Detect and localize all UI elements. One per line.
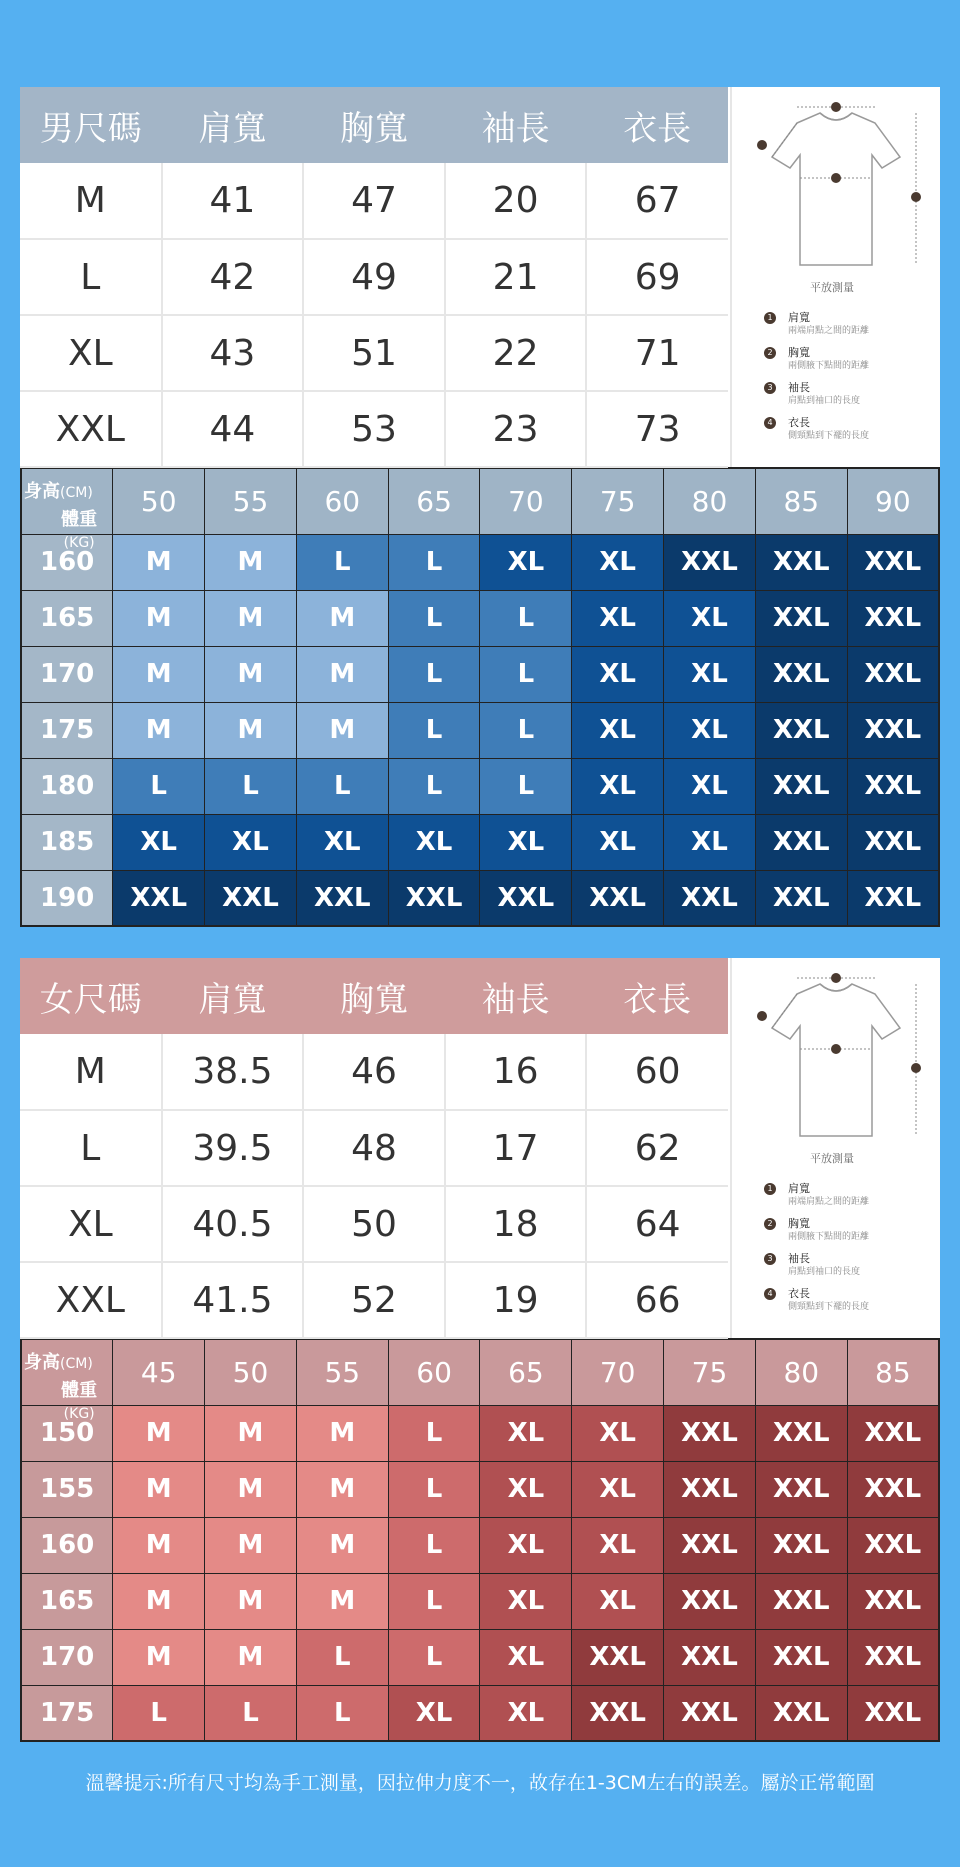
height-cell: 165 bbox=[21, 1573, 113, 1629]
weight-header-cell: 85 bbox=[755, 468, 847, 534]
recommended-size-cell: XL bbox=[480, 1685, 572, 1741]
legend-number-badge: 3 bbox=[764, 1253, 776, 1265]
legend-desc: 側頸點到下襬的長度 bbox=[788, 1302, 870, 1312]
men-measure-diagram bbox=[730, 87, 940, 467]
recommended-size-cell: XXL bbox=[480, 870, 572, 926]
legend-title: 衣長 bbox=[788, 416, 810, 429]
recommended-size-cell: XL bbox=[480, 1573, 572, 1629]
size-cell: 53 bbox=[303, 391, 445, 467]
size-cell: 60 bbox=[586, 1034, 728, 1110]
women-size-body bbox=[20, 1034, 728, 1338]
legend-number-badge: 2 bbox=[764, 1218, 776, 1230]
recommended-size-cell: M bbox=[113, 1461, 205, 1517]
recommended-size-cell: L bbox=[388, 758, 480, 814]
recommended-size-cell: XXL bbox=[664, 1573, 756, 1629]
recommended-size-cell: XXL bbox=[847, 534, 939, 590]
recommended-size-cell: M bbox=[205, 702, 297, 758]
recommended-size-cell: L bbox=[296, 1685, 388, 1741]
recommended-size-cell: XXL bbox=[113, 870, 205, 926]
tshirt-diagram-icon bbox=[732, 964, 942, 1154]
size-cell: M bbox=[20, 163, 162, 239]
recommended-size-cell: L bbox=[113, 758, 205, 814]
height-cell: 150 bbox=[21, 1405, 113, 1461]
legend-item bbox=[764, 1287, 940, 1322]
recommended-size-cell: M bbox=[113, 1573, 205, 1629]
legend-title: 胸寬 bbox=[788, 346, 810, 359]
recommended-size-cell: XXL bbox=[847, 1461, 939, 1517]
recommended-size-cell: L bbox=[480, 758, 572, 814]
recommended-size-cell: XL bbox=[388, 814, 480, 870]
height-cell: 185 bbox=[21, 814, 113, 870]
recommended-size-cell: M bbox=[205, 1461, 297, 1517]
grid-row bbox=[21, 1405, 939, 1461]
women-measure-diagram bbox=[730, 958, 940, 1338]
legend-item bbox=[764, 416, 940, 451]
recommended-size-cell: L bbox=[388, 534, 480, 590]
size-cell: 38.5 bbox=[162, 1034, 304, 1110]
corner-weight-label: 體重 bbox=[61, 1380, 98, 1401]
size-cell: XXL bbox=[20, 1262, 162, 1338]
size-cell: 50 bbox=[303, 1186, 445, 1262]
recommended-size-cell: XXL bbox=[388, 870, 480, 926]
recommended-size-cell: M bbox=[296, 646, 388, 702]
recommended-size-cell: XL bbox=[572, 590, 664, 646]
height-cell: 165 bbox=[21, 590, 113, 646]
men-size-block bbox=[20, 87, 940, 467]
grid-row bbox=[21, 870, 939, 926]
size-header-cell: 袖長 bbox=[445, 87, 587, 163]
height-cell: 190 bbox=[21, 870, 113, 926]
legend-item bbox=[764, 1217, 940, 1252]
recommended-size-cell: M bbox=[113, 534, 205, 590]
size-cell: XXL bbox=[20, 391, 162, 467]
legend-desc: 肩點到袖口的長度 bbox=[788, 1267, 861, 1277]
women-size-header-row bbox=[20, 958, 728, 1034]
recommended-size-cell: XXL bbox=[755, 758, 847, 814]
men-size-body bbox=[20, 163, 728, 467]
women-grid-header-row bbox=[21, 1339, 939, 1405]
corner-weight-label: 體重 bbox=[61, 509, 98, 530]
size-row bbox=[20, 1110, 728, 1186]
size-cell: 48 bbox=[303, 1110, 445, 1186]
recommended-size-cell: L bbox=[388, 702, 480, 758]
grid-row bbox=[21, 1461, 939, 1517]
weight-header-cell: 90 bbox=[847, 468, 939, 534]
legend-title: 袖長 bbox=[788, 381, 810, 394]
recommended-size-cell: M bbox=[205, 534, 297, 590]
size-cell: 46 bbox=[303, 1034, 445, 1110]
size-cell: 52 bbox=[303, 1262, 445, 1338]
size-header-cell: 衣長 bbox=[586, 87, 728, 163]
recommended-size-cell: XL bbox=[572, 1461, 664, 1517]
weight-header-cell: 55 bbox=[205, 468, 297, 534]
recommended-size-cell: XXL bbox=[755, 590, 847, 646]
recommended-size-cell: L bbox=[388, 1461, 480, 1517]
recommended-size-cell: XL bbox=[480, 534, 572, 590]
corner-weight-unit: (KG) bbox=[63, 535, 95, 551]
recommended-size-cell: M bbox=[113, 646, 205, 702]
recommended-size-cell: XXL bbox=[755, 1405, 847, 1461]
legend-number-badge: 2 bbox=[764, 347, 776, 359]
legend-number-badge: 3 bbox=[764, 382, 776, 394]
recommended-size-cell: XL bbox=[572, 534, 664, 590]
legend-item bbox=[764, 1182, 940, 1217]
size-cell: 22 bbox=[445, 315, 587, 391]
size-header-cell: 胸寬 bbox=[303, 958, 445, 1034]
legend-title: 袖長 bbox=[788, 1252, 810, 1265]
men-size-header-row bbox=[20, 87, 728, 163]
size-cell: 64 bbox=[586, 1186, 728, 1262]
weight-header-cell: 70 bbox=[480, 468, 572, 534]
recommended-size-cell: XXL bbox=[847, 646, 939, 702]
recommended-size-cell: XXL bbox=[755, 702, 847, 758]
men-size-grid bbox=[20, 467, 940, 927]
height-cell: 160 bbox=[21, 534, 113, 590]
recommended-size-cell: M bbox=[296, 1573, 388, 1629]
women-measure-legend bbox=[764, 1182, 940, 1322]
recommended-size-cell: XXL bbox=[847, 1517, 939, 1573]
grid-row bbox=[21, 1629, 939, 1685]
recommended-size-cell: XXL bbox=[755, 1461, 847, 1517]
size-header-cell: 男尺碼 bbox=[20, 87, 162, 163]
recommended-size-cell: M bbox=[296, 1461, 388, 1517]
size-cell: L bbox=[20, 239, 162, 315]
legend-desc: 兩側腋下點間的距離 bbox=[788, 1232, 870, 1242]
recommended-size-cell: L bbox=[388, 1629, 480, 1685]
recommended-size-cell: XL bbox=[388, 1685, 480, 1741]
women-grid-body bbox=[21, 1405, 939, 1741]
grid-row bbox=[21, 814, 939, 870]
recommended-size-cell: M bbox=[205, 1573, 297, 1629]
recommended-size-cell: L bbox=[388, 646, 480, 702]
size-cell: 18 bbox=[445, 1186, 587, 1262]
recommended-size-cell: M bbox=[205, 1629, 297, 1685]
recommended-size-cell: XL bbox=[664, 646, 756, 702]
recommended-size-cell: XXL bbox=[847, 758, 939, 814]
corner-height-unit: (CM) bbox=[60, 1356, 93, 1372]
size-cell: M bbox=[20, 1034, 162, 1110]
weight-header-cell: 50 bbox=[205, 1339, 297, 1405]
grid-row bbox=[21, 702, 939, 758]
recommended-size-cell: XXL bbox=[572, 1629, 664, 1685]
grid-row bbox=[21, 1517, 939, 1573]
recommended-size-cell: XL bbox=[572, 702, 664, 758]
height-cell: 175 bbox=[21, 702, 113, 758]
recommended-size-cell: XXL bbox=[664, 1405, 756, 1461]
women-size-block bbox=[20, 958, 940, 1338]
recommended-size-cell: XXL bbox=[755, 1573, 847, 1629]
recommended-size-cell: XXL bbox=[572, 870, 664, 926]
size-header-cell: 肩寬 bbox=[162, 958, 304, 1034]
recommended-size-cell: XXL bbox=[847, 702, 939, 758]
grid-row bbox=[21, 534, 939, 590]
size-row bbox=[20, 1034, 728, 1110]
flat-measure-label: 平放測量 bbox=[810, 1152, 854, 1165]
size-cell: 20 bbox=[445, 163, 587, 239]
recommended-size-cell: XL bbox=[296, 814, 388, 870]
legend-title: 胸寬 bbox=[788, 1217, 810, 1230]
legend-title: 衣長 bbox=[788, 1287, 810, 1300]
men-grid-body bbox=[21, 534, 939, 926]
recommended-size-cell: XXL bbox=[755, 534, 847, 590]
size-cell: L bbox=[20, 1110, 162, 1186]
size-cell: 21 bbox=[445, 239, 587, 315]
grid-row bbox=[21, 1573, 939, 1629]
size-cell: 73 bbox=[586, 391, 728, 467]
recommended-size-cell: L bbox=[388, 1573, 480, 1629]
recommended-size-cell: L bbox=[388, 590, 480, 646]
tshirt-diagram-icon bbox=[732, 93, 942, 283]
recommended-size-cell: L bbox=[388, 1517, 480, 1573]
recommended-size-cell: XL bbox=[664, 758, 756, 814]
weight-header-cell: 80 bbox=[664, 468, 756, 534]
footer-note: 溫馨提示:所有尺寸均為手工測量，因拉伸力度不一，故存在1-3CM左右的誤差。屬於正常範圍 bbox=[85, 1772, 875, 1794]
recommended-size-cell: XXL bbox=[847, 1685, 939, 1741]
recommended-size-cell: XXL bbox=[847, 1629, 939, 1685]
size-cell: 69 bbox=[586, 239, 728, 315]
weight-header-cell: 60 bbox=[388, 1339, 480, 1405]
recommended-size-cell: M bbox=[113, 702, 205, 758]
recommended-size-cell: XL bbox=[572, 1517, 664, 1573]
size-cell: 62 bbox=[586, 1110, 728, 1186]
size-cell: XL bbox=[20, 1186, 162, 1262]
women-size-grid bbox=[20, 1338, 940, 1742]
height-cell: 170 bbox=[21, 1629, 113, 1685]
recommended-size-cell: XXL bbox=[755, 646, 847, 702]
recommended-size-cell: XXL bbox=[205, 870, 297, 926]
recommended-size-cell: XL bbox=[664, 590, 756, 646]
legend-number-badge: 1 bbox=[764, 1183, 776, 1195]
height-cell: 170 bbox=[21, 646, 113, 702]
recommended-size-cell: XL bbox=[572, 814, 664, 870]
size-row bbox=[20, 1262, 728, 1338]
grid-row bbox=[21, 1685, 939, 1741]
legend-item bbox=[764, 311, 940, 346]
recommended-size-cell: M bbox=[296, 1517, 388, 1573]
weight-header-cell: 45 bbox=[113, 1339, 205, 1405]
recommended-size-cell: L bbox=[205, 758, 297, 814]
weight-header-cell: 55 bbox=[296, 1339, 388, 1405]
recommended-size-cell: XXL bbox=[664, 870, 756, 926]
size-row bbox=[20, 1186, 728, 1262]
weight-header-cell: 65 bbox=[480, 1339, 572, 1405]
recommended-size-cell: XXL bbox=[755, 870, 847, 926]
legend-desc: 兩端肩點之間的距離 bbox=[788, 326, 870, 336]
size-row bbox=[20, 163, 728, 239]
size-header-cell: 袖長 bbox=[445, 958, 587, 1034]
recommended-size-cell: XL bbox=[480, 1461, 572, 1517]
height-cell: 175 bbox=[21, 1685, 113, 1741]
recommended-size-cell: L bbox=[205, 1685, 297, 1741]
recommended-size-cell: XL bbox=[480, 814, 572, 870]
weight-header-cell: 80 bbox=[755, 1339, 847, 1405]
men-grid-header-row bbox=[21, 468, 939, 534]
size-cell: 17 bbox=[445, 1110, 587, 1186]
corner-height-unit: (CM) bbox=[60, 485, 93, 501]
size-header-cell: 胸寬 bbox=[303, 87, 445, 163]
corner-weight-unit: (KG) bbox=[63, 1406, 95, 1422]
recommended-size-cell: XXL bbox=[664, 1685, 756, 1741]
recommended-size-cell: L bbox=[296, 534, 388, 590]
size-cell: 41 bbox=[162, 163, 304, 239]
flat-measure-label: 平放測量 bbox=[810, 281, 854, 294]
size-cell: 66 bbox=[586, 1262, 728, 1338]
recommended-size-cell: M bbox=[296, 702, 388, 758]
legend-desc: 側頸點到下襬的長度 bbox=[788, 431, 870, 441]
recommended-size-cell: XXL bbox=[755, 1517, 847, 1573]
recommended-size-cell: L bbox=[296, 758, 388, 814]
legend-desc: 肩點到袖口的長度 bbox=[788, 396, 861, 406]
height-cell: 180 bbox=[21, 758, 113, 814]
recommended-size-cell: L bbox=[113, 1685, 205, 1741]
size-row bbox=[20, 315, 728, 391]
recommended-size-cell: L bbox=[388, 1405, 480, 1461]
recommended-size-cell: XXL bbox=[664, 1461, 756, 1517]
recommended-size-cell: L bbox=[480, 646, 572, 702]
recommended-size-cell: XL bbox=[572, 1405, 664, 1461]
recommended-size-cell: XL bbox=[480, 1517, 572, 1573]
size-cell: 39.5 bbox=[162, 1110, 304, 1186]
size-cell: 16 bbox=[445, 1034, 587, 1110]
legend-desc: 兩端肩點之間的距離 bbox=[788, 1197, 870, 1207]
recommended-size-cell: XL bbox=[572, 1573, 664, 1629]
recommended-size-cell: M bbox=[296, 1405, 388, 1461]
size-cell: 41.5 bbox=[162, 1262, 304, 1338]
size-cell: 44 bbox=[162, 391, 304, 467]
legend-number-badge: 4 bbox=[764, 1288, 776, 1300]
corner-height-label: 身高 bbox=[24, 481, 60, 502]
recommended-size-cell: XXL bbox=[847, 1405, 939, 1461]
men-grid-corner bbox=[21, 468, 113, 551]
legend-title: 肩寬 bbox=[788, 1182, 810, 1195]
size-header-cell: 衣長 bbox=[586, 958, 728, 1034]
weight-header-cell: 75 bbox=[664, 1339, 756, 1405]
size-cell: 49 bbox=[303, 239, 445, 315]
size-cell: XL bbox=[20, 315, 162, 391]
size-cell: 47 bbox=[303, 163, 445, 239]
recommended-size-cell: XL bbox=[113, 814, 205, 870]
recommended-size-cell: XXL bbox=[664, 534, 756, 590]
weight-header-cell: 70 bbox=[572, 1339, 664, 1405]
size-header-cell: 肩寬 bbox=[162, 87, 304, 163]
weight-header-cell: 65 bbox=[388, 468, 480, 534]
men-measure-legend bbox=[764, 311, 940, 451]
recommended-size-cell: XXL bbox=[572, 1685, 664, 1741]
legend-item bbox=[764, 381, 940, 416]
recommended-size-cell: XXL bbox=[296, 870, 388, 926]
women-size-table bbox=[20, 958, 728, 1339]
size-row bbox=[20, 391, 728, 467]
men-size-table bbox=[20, 87, 728, 468]
size-cell: 42 bbox=[162, 239, 304, 315]
recommended-size-cell: XL bbox=[572, 758, 664, 814]
recommended-size-cell: XL bbox=[205, 814, 297, 870]
recommended-size-cell: XXL bbox=[755, 1629, 847, 1685]
recommended-size-cell: XXL bbox=[847, 870, 939, 926]
women-section bbox=[20, 958, 940, 1742]
recommended-size-cell: M bbox=[113, 1405, 205, 1461]
grid-row bbox=[21, 758, 939, 814]
men-section bbox=[20, 87, 940, 927]
recommended-size-cell: XL bbox=[572, 646, 664, 702]
size-cell: 67 bbox=[586, 163, 728, 239]
recommended-size-cell: XL bbox=[664, 814, 756, 870]
weight-header-cell: 60 bbox=[296, 468, 388, 534]
recommended-size-cell: XXL bbox=[664, 1517, 756, 1573]
size-cell: 19 bbox=[445, 1262, 587, 1338]
recommended-size-cell: XXL bbox=[664, 1629, 756, 1685]
size-cell: 40.5 bbox=[162, 1186, 304, 1262]
legend-number-badge: 4 bbox=[764, 417, 776, 429]
grid-row bbox=[21, 590, 939, 646]
recommended-size-cell: M bbox=[205, 590, 297, 646]
size-cell: 23 bbox=[445, 391, 587, 467]
recommended-size-cell: XXL bbox=[847, 1573, 939, 1629]
recommended-size-cell: XL bbox=[664, 702, 756, 758]
recommended-size-cell: L bbox=[480, 702, 572, 758]
recommended-size-cell: L bbox=[480, 590, 572, 646]
recommended-size-cell: M bbox=[205, 1405, 297, 1461]
legend-desc: 兩側腋下點間的距離 bbox=[788, 361, 870, 371]
recommended-size-cell: XXL bbox=[755, 814, 847, 870]
women-grid-corner bbox=[21, 1339, 113, 1422]
recommended-size-cell: M bbox=[113, 1517, 205, 1573]
weight-header-cell: 50 bbox=[113, 468, 205, 534]
corner-height-label: 身高 bbox=[24, 1352, 60, 1373]
size-cell: 51 bbox=[303, 315, 445, 391]
recommended-size-cell: M bbox=[113, 1629, 205, 1685]
legend-item bbox=[764, 1252, 940, 1287]
recommended-size-cell: M bbox=[296, 590, 388, 646]
grid-row bbox=[21, 646, 939, 702]
recommended-size-cell: M bbox=[205, 1517, 297, 1573]
weight-header-cell: 85 bbox=[847, 1339, 939, 1405]
recommended-size-cell: XL bbox=[480, 1405, 572, 1461]
height-cell: 160 bbox=[21, 1517, 113, 1573]
recommended-size-cell: XXL bbox=[755, 1685, 847, 1741]
size-header-cell: 女尺碼 bbox=[20, 958, 162, 1034]
recommended-size-cell: M bbox=[205, 646, 297, 702]
recommended-size-cell: L bbox=[296, 1629, 388, 1685]
recommended-size-cell: XXL bbox=[847, 590, 939, 646]
size-row bbox=[20, 239, 728, 315]
recommended-size-cell: XXL bbox=[847, 814, 939, 870]
weight-header-cell: 75 bbox=[572, 468, 664, 534]
height-cell: 155 bbox=[21, 1461, 113, 1517]
recommended-size-cell: XL bbox=[480, 1629, 572, 1685]
legend-title: 肩寬 bbox=[788, 311, 810, 324]
legend-item bbox=[764, 346, 940, 381]
size-cell: 71 bbox=[586, 315, 728, 391]
size-cell: 43 bbox=[162, 315, 304, 391]
legend-number-badge: 1 bbox=[764, 312, 776, 324]
recommended-size-cell: M bbox=[113, 590, 205, 646]
